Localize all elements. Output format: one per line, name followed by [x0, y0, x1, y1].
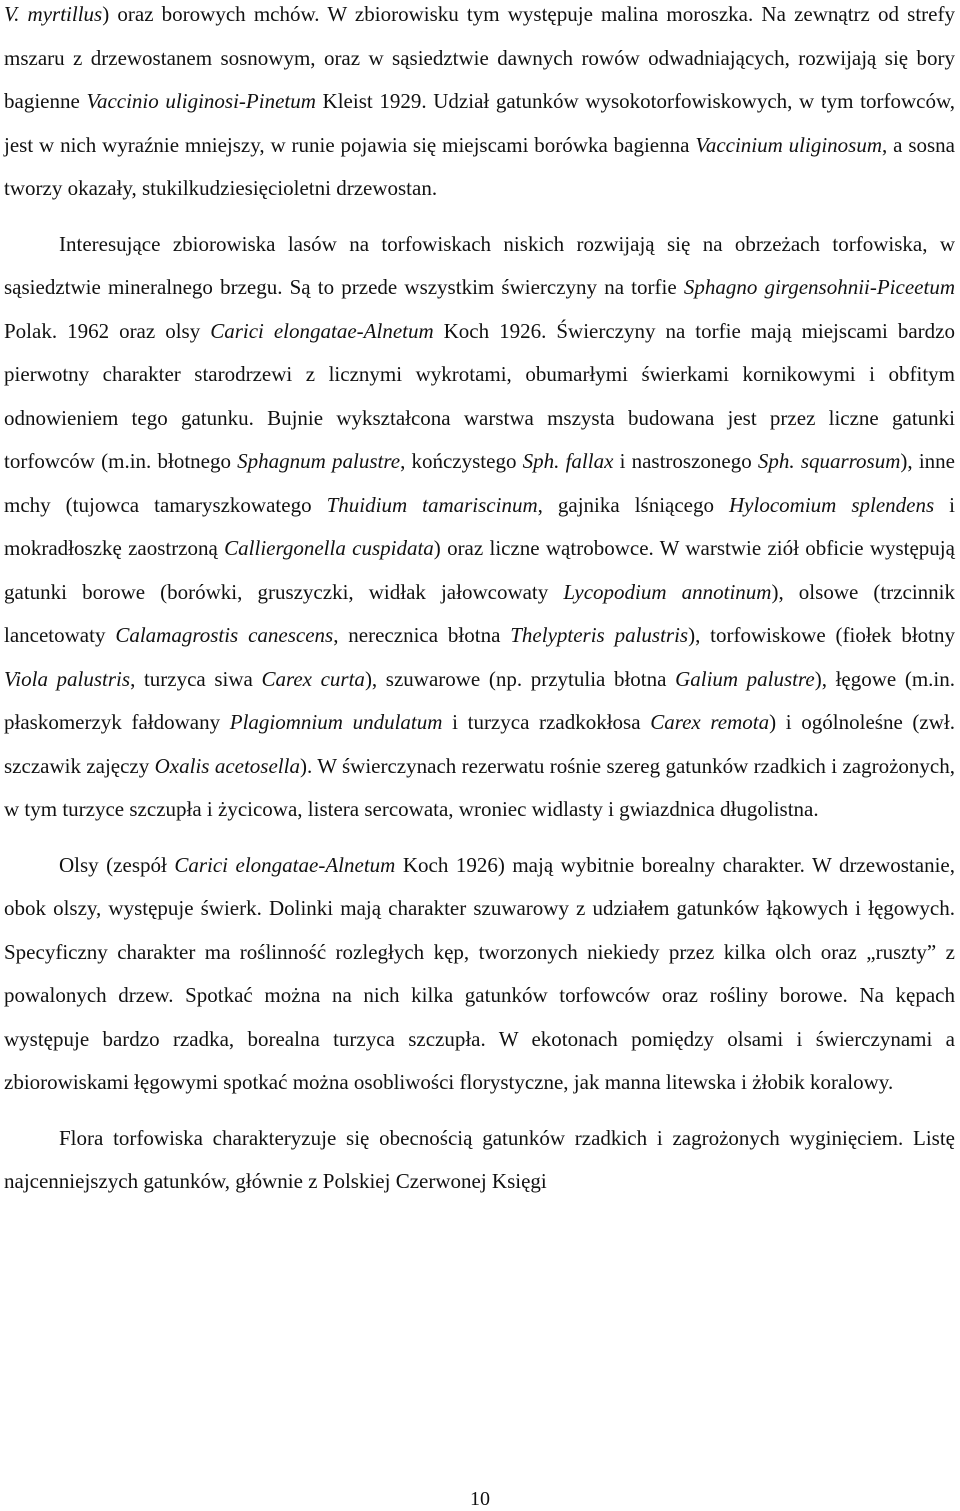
- text-run: Koch 1926) mają wybitnie borealny charakter. W drzewostanie, obok olszy, występuje świerk. Dolinki mają charakter szuwarowy z udziałem gatunków łąkowych i łęgowych. Specyficzny charakter ma roślinność rozległych kęp, tworzonych niekiedy przez kilka olch oraz „ruszty” z powalonych drzew. Spotkać można na nich kilka gatunków torfowców oraz rośliny borowe. Na kępach występuje bardzo rzadka, borealna turzyca szczupła. W ekotonach pomiędzy olsami i świerczynami a zbiorowiskami łęgowymi spotkać można osobliwości florystyczne, jak manna litewska i żłobik koralowy.: [4, 852, 955, 1094]
- text-run: i mokradłoszkę zaostrzoną: [4, 492, 955, 560]
- text-run: , turzyca siwa: [130, 666, 262, 691]
- species-name: Viola palustris: [4, 666, 131, 691]
- text-run: , nerecznica błotna: [333, 623, 511, 647]
- species-name: Thuidium tamariscinum: [326, 492, 538, 517]
- species-name: Thelypteris palustris: [510, 623, 689, 647]
- text-run: ), inne mchy (tujowca tamaryszkowatego: [4, 449, 955, 517]
- species-name: Calliergonella cuspidata: [224, 536, 434, 560]
- text-run: Kleist 1929. Udział gatunków wysokotorfowiskowych, w tym torfowców, jest w nich wyraźnie mniejszy, w runie pojawia się miejscami borówka bagienna: [4, 89, 956, 157]
- species-name: Hylocomium splendens: [729, 492, 935, 517]
- text-run: Flora torfowiska charakteryzuje się obecnością gatunków rzadkich i zagrożonych wyginięciem. Listę najcenniejszych gatunków, głównie z Polskiej Czerwonej Księgi: [4, 1125, 955, 1193]
- paragraph-swierczyny: [4, 223, 955, 832]
- text-run: Olsy (zespół: [59, 852, 175, 877]
- species-name: Calamagrostis canescens: [115, 623, 334, 647]
- species-name: Sphagnum palustre: [237, 449, 401, 473]
- text-run: i nastroszonego: [613, 449, 758, 473]
- text-run: i turzyca rzadkokłosa: [442, 710, 651, 734]
- species-name: Carex curta: [261, 666, 365, 691]
- species-name: Carex remota: [650, 710, 770, 734]
- text-run: , a sosna tworzy okazały, stukilkudziesięcioletni drzewostan.: [4, 132, 955, 200]
- text-run: Interesujące zbiorowiska lasów na torfowiskach niskich rozwijają się na obrzeżach torfowiska, w sąsiedztwie mineralnego brzegu. Są to przede wszystkim świerczyny na torfie: [4, 231, 955, 299]
- text-run: ) i ogólnoleśne (zwł. szczawik zajęczy: [4, 710, 955, 778]
- text-run: ), łęgowe (m.in. płaskomerzyk fałdowany: [4, 666, 955, 734]
- page-number: 10: [470, 1488, 490, 1510]
- text-run: , kończystego: [400, 449, 523, 473]
- species-name: Sph. squarrosum: [757, 449, 901, 473]
- text-run: Koch 1926. Świerczyny na torfie mają miejscami bardzo pierwotny charakter starodrzewi z licznymi wykrotami, obumarłymi świerkami kornikowymi i obfitym odnowieniem tego gatunku. Bujnie wykształcona warstwa mszysta budowana jest przez liczne gatunki torfowców (m.in. błotnego: [4, 318, 955, 473]
- species-name: Carici elongatae-Alnetum: [174, 852, 396, 877]
- text-run: ), olsowe (trzcinnik lancetowaty: [4, 579, 956, 647]
- species-name: V. myrtillus: [4, 2, 103, 26]
- species-name: Carici elongatae-Alnetum: [210, 318, 434, 343]
- text-run: ). W świerczynach rezerwatu rośnie szereg gatunków rzadkich i zagrożonych, w tym turzyce szczupła i życicowa, listera sercowata, wroniec widlasty i gwiazdnica długolistna.: [4, 753, 956, 821]
- text-run: ), torfowiskowe (fiołek błotny: [688, 623, 955, 647]
- species-name: Plagiomnium undulatum: [229, 710, 443, 734]
- species-name: Vaccinium uliginosum: [695, 132, 883, 157]
- text-run: ), szuwarowe (np. przytulia błotna: [364, 666, 676, 691]
- text-run: Polak. 1962 oraz olsy: [4, 318, 211, 343]
- paragraph-olsy: [4, 844, 955, 1105]
- text-run: , gajnika lśniącego: [537, 492, 730, 517]
- species-name: Lycopodium annotinum: [563, 579, 772, 604]
- species-name: Sph. fallax: [522, 449, 614, 473]
- document-page: [4, 0, 955, 1204]
- text-run: ) oraz borowych mchów. W zbiorowisku tym występuje malina moroszka. Na zewnątrz od strefy mszaru z drzewostanem sosnowym, oraz w sąsiedztwie dawnych rowów odwadniających, rozwijają się bory bagienne: [4, 2, 955, 113]
- species-name: Vaccinio uliginosi-Pinetum: [86, 89, 316, 113]
- paragraph-flora: [4, 1117, 955, 1204]
- species-name: Sphagno girgensohnii-Piceetum: [683, 275, 955, 299]
- paragraph-bory-bagienne: [4, 0, 955, 211]
- text-run: ) oraz liczne wątrobowce. W warstwie ziół obficie występują gatunki borowe (borówki, gruszyczki, widłak jałowcowaty: [4, 536, 955, 604]
- species-name: Oxalis acetosella: [154, 753, 300, 778]
- species-name: Galium palustre: [675, 666, 815, 691]
